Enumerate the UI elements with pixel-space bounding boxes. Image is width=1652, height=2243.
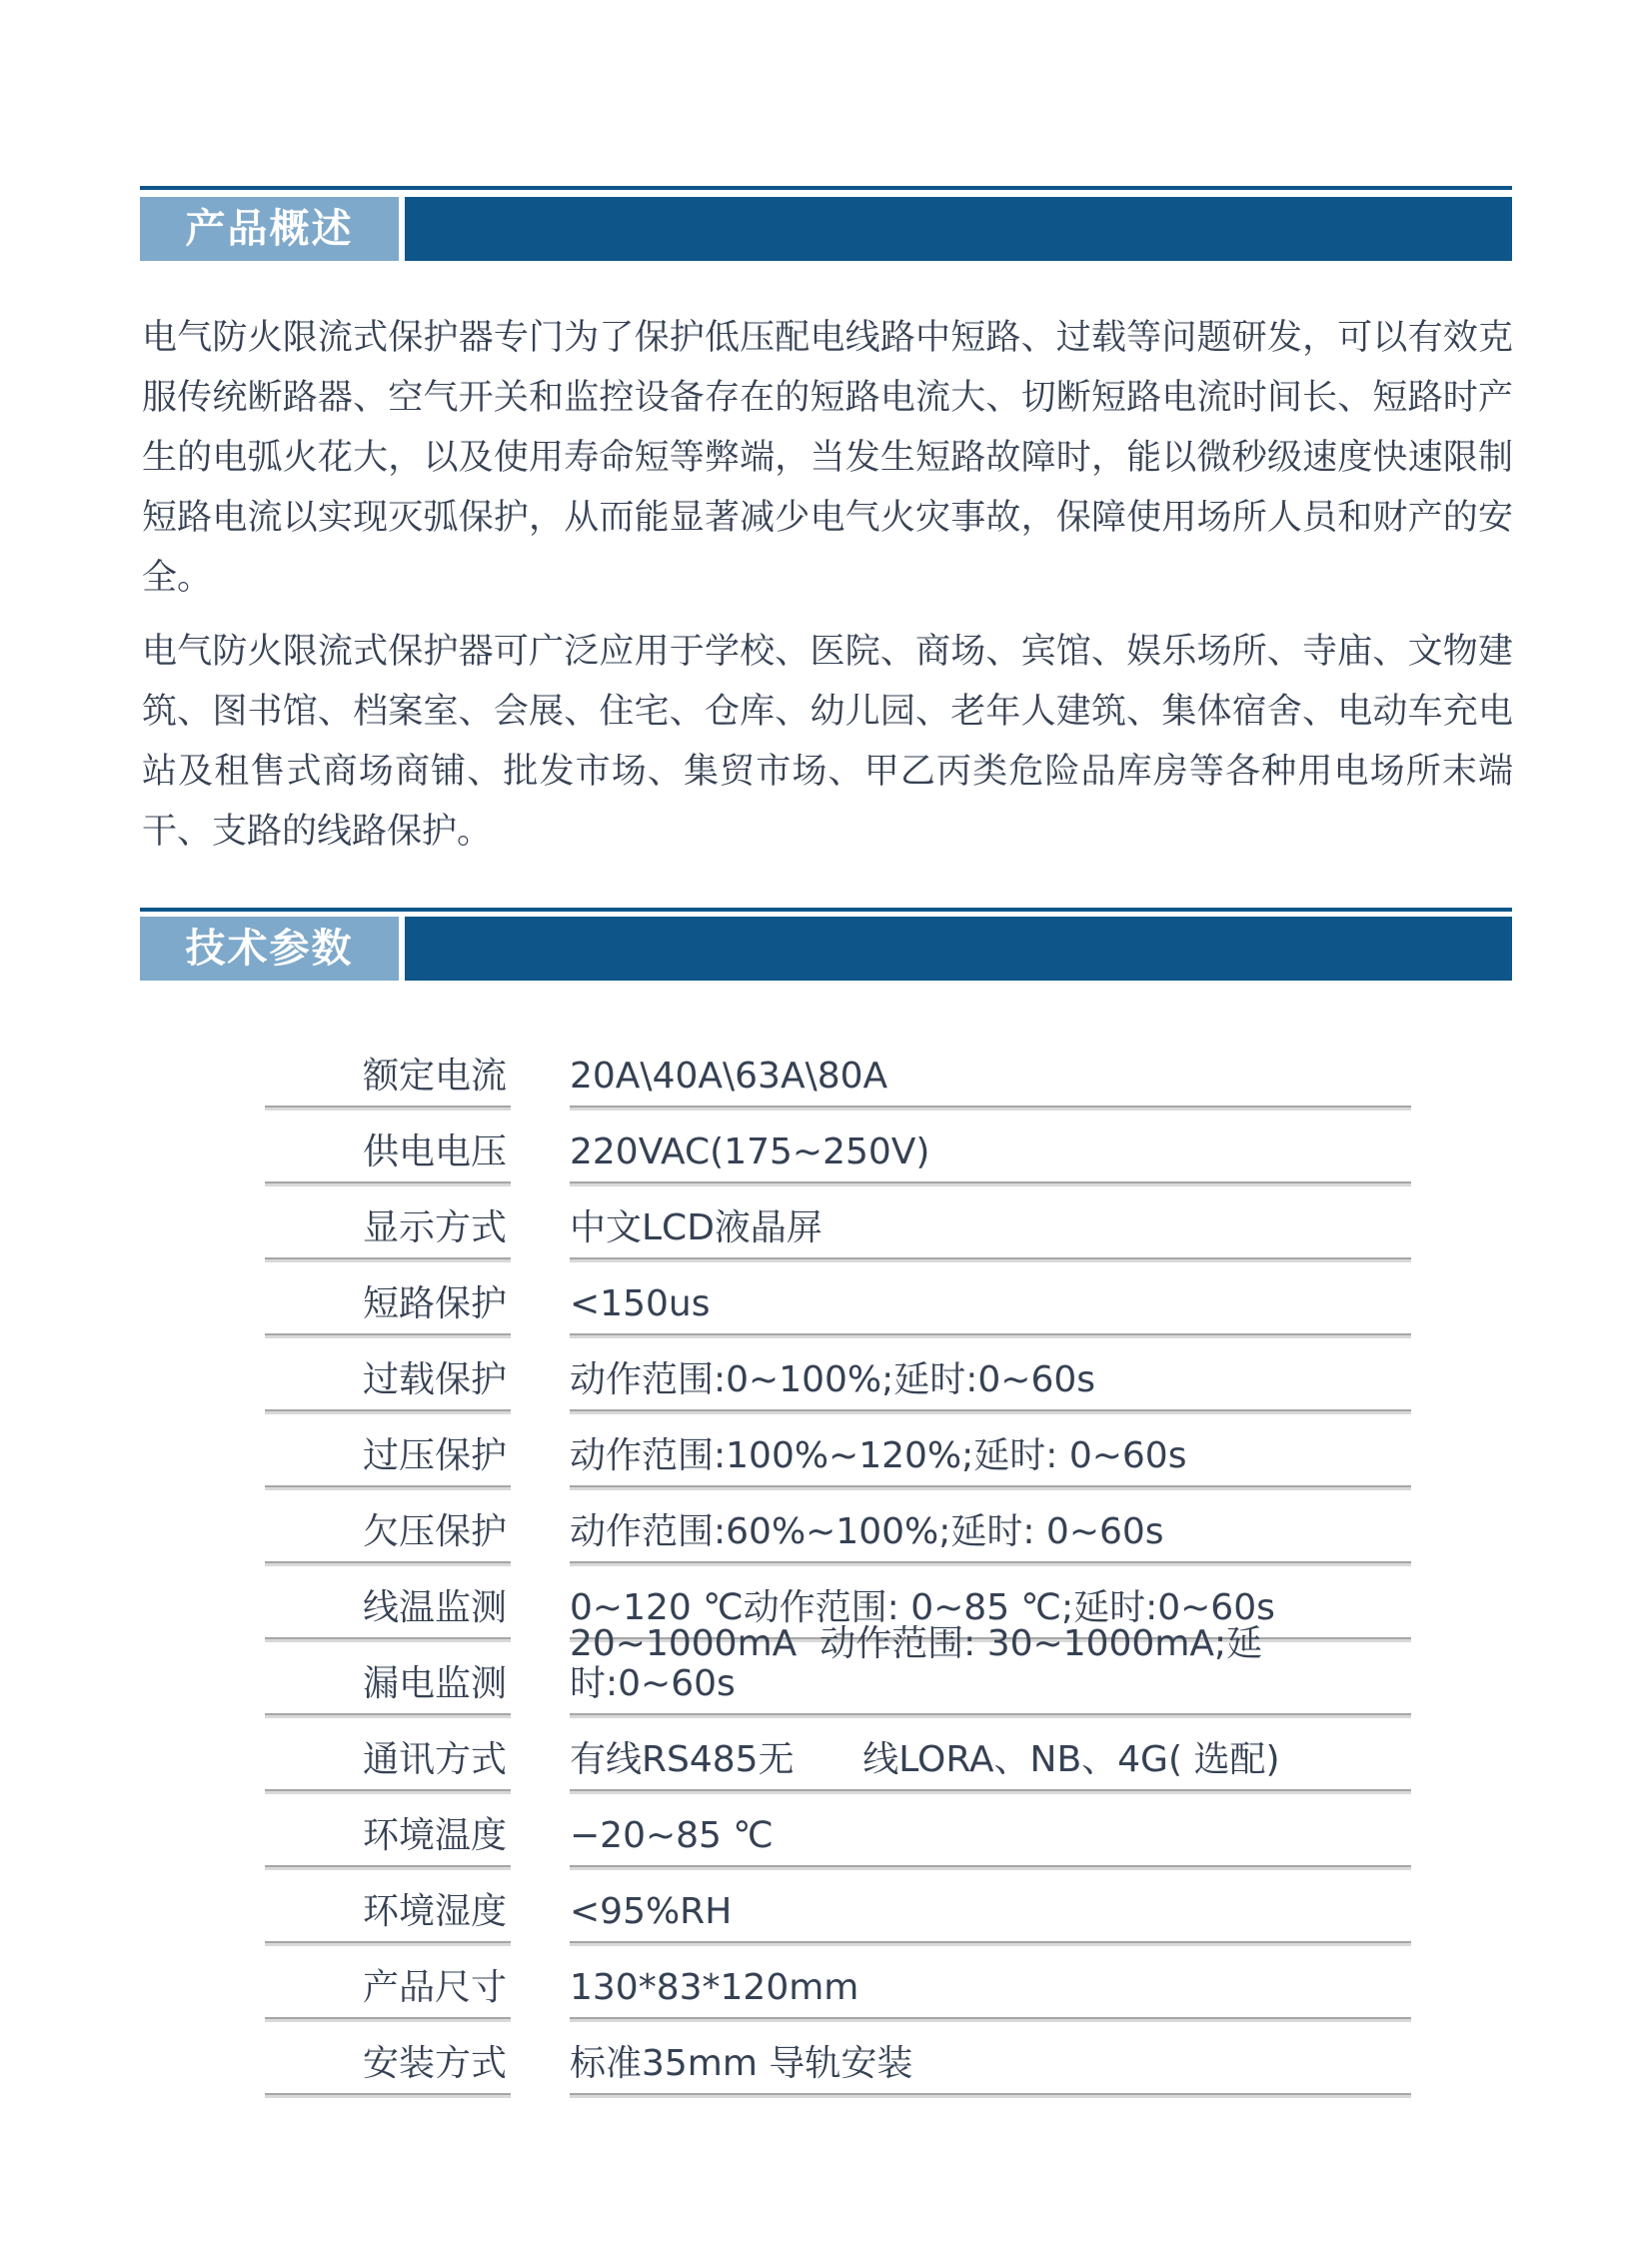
spec-label: 过压保护 (265, 1436, 511, 1490)
specs-banner-box (140, 917, 399, 981)
spec-value: <150us (570, 1284, 1411, 1338)
spec-row (265, 1794, 1411, 1870)
spec-table (265, 1035, 1411, 2098)
spec-value: <95%RH (570, 1892, 1411, 1946)
spec-row (265, 1490, 1411, 1566)
spec-value: 动作范围:0~100%;延时:0~60s (570, 1360, 1411, 1414)
spec-row (265, 1870, 1411, 1946)
spec-row (265, 1186, 1411, 1262)
spec-label: 漏电监测 (265, 1664, 511, 1718)
spec-value: −20~85 ℃ (570, 1816, 1411, 1870)
spec-value: 220VAC(175~250V) (570, 1132, 1411, 1186)
spec-label: 短路保护 (265, 1284, 511, 1338)
spec-label: 额定电流 (265, 1057, 511, 1111)
spec-row (265, 1414, 1411, 1490)
spec-label: 过载保护 (265, 1360, 511, 1414)
overview-banner-rule (140, 186, 1512, 190)
overview-body (142, 308, 1513, 862)
overview-banner-bar (405, 197, 1512, 261)
spec-row (265, 1338, 1411, 1414)
overview-paragraph-1: 电气防火限流式保护器专门为了保护低压配电线路中短路、过载等问题研发，可以有效克服传统断路器、空气开关和监控设备存在的短路电流大、切断短路电流时间长、短路时产生的电弧火花大，以及使用寿命短等弊端，当发生短路故障时，能以微秒级速度快速限制短路电流以实现灭弧保护，从而能显著减少电气火灾事故，保障使用场所人员和财产的安全。 (142, 318, 1513, 598)
spec-row (265, 1111, 1411, 1186)
spec-value: 标准35mm 导轨安装 (570, 2044, 1411, 2098)
spec-label: 环境温度 (265, 1816, 511, 1870)
specs-heading: 技术参数 (185, 926, 354, 972)
spec-label: 供电电压 (265, 1132, 511, 1186)
specs-banner-rule (140, 908, 1512, 912)
spec-label: 显示方式 (265, 1208, 511, 1262)
spec-row (265, 2022, 1411, 2098)
overview-paragraph-2: 电气防火限流式保护器可广泛应用于学校、医院、商场、宾馆、娱乐场所、寺庙、文物建筑、图书馆、档案室、会展、住宅、仓库、幼儿园、老年人建筑、集体宿舍、电动车充电站及租售式商场商铺、批发市场、集贸市场、甲乙丙类危险品库房等各种用电场所末端干、支路的线路保护。 (142, 632, 1513, 852)
spec-label: 环境湿度 (265, 1892, 511, 1946)
overview-heading: 产品概述 (185, 206, 354, 252)
spec-label: 通讯方式 (265, 1740, 511, 1794)
spec-label: 线温监测 (265, 1588, 511, 1642)
spec-value: 20~1000mA 动作范围: 30~1000mA;延 时:0~60s (570, 1624, 1411, 1718)
spec-row (265, 1946, 1411, 2022)
spec-value: 0~120 ℃动作范围: 0~85 ℃;延时:0~60s (570, 1588, 1411, 1642)
spec-value: 中文LCD液晶屏 (570, 1208, 1411, 1262)
spec-label: 安装方式 (265, 2044, 511, 2098)
spec-label: 欠压保护 (265, 1512, 511, 1566)
spec-row (265, 1035, 1411, 1111)
spec-value: 有线RS485无 线LORA、NB、4G( 选配) (570, 1740, 1411, 1794)
spec-row (265, 1718, 1411, 1794)
spec-value: 20A\40A\63A\80A (570, 1057, 1411, 1111)
specs-banner-bar (405, 917, 1512, 981)
spec-value: 动作范围:60%~100%;延时: 0~60s (570, 1512, 1411, 1566)
spec-value: 动作范围:100%~120%;延时: 0~60s (570, 1436, 1411, 1490)
spec-row (265, 1262, 1411, 1338)
spec-value: 130*83*120mm (570, 1968, 1411, 2022)
overview-banner-box (140, 197, 399, 261)
spec-label: 产品尺寸 (265, 1968, 511, 2022)
spec-row (265, 1623, 1411, 1718)
